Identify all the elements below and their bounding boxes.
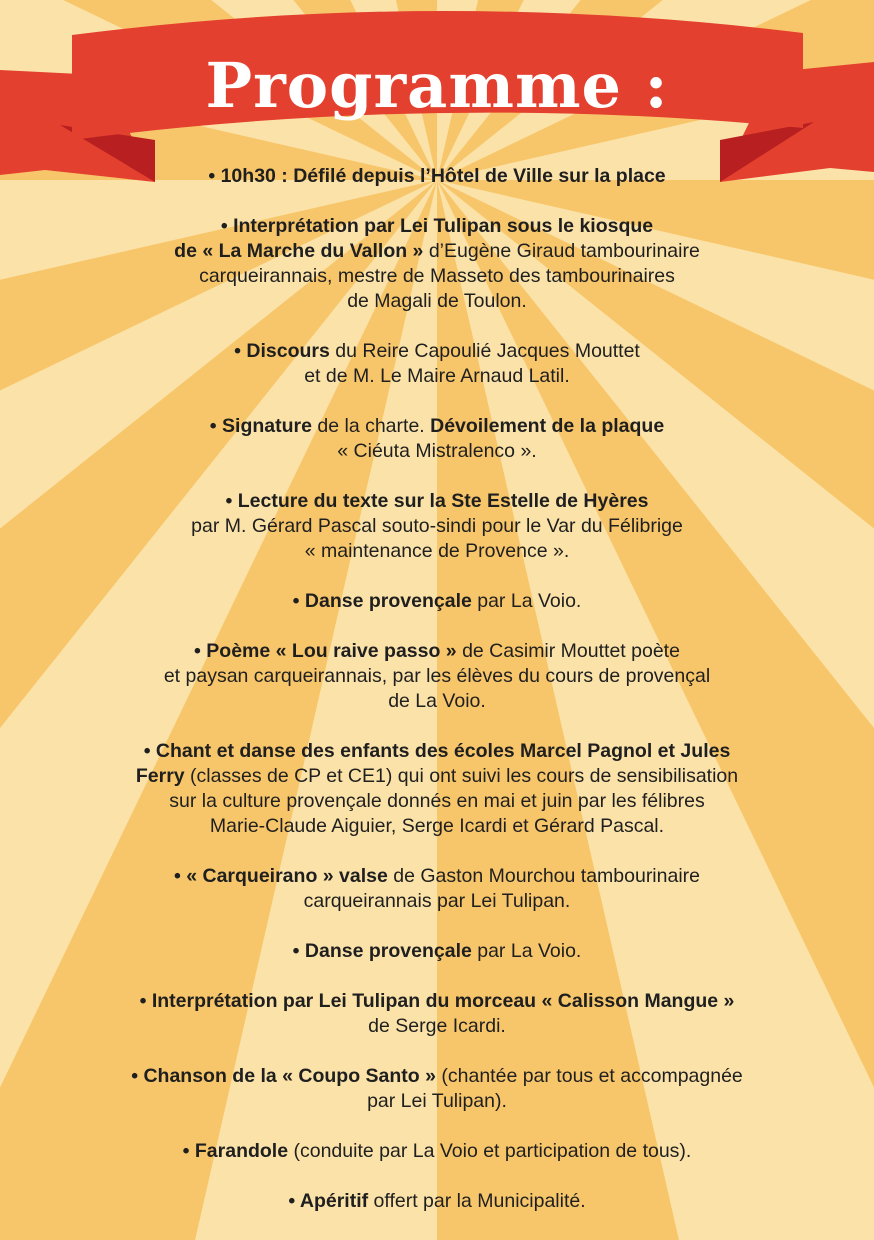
program-item-text: (conduite par La Voio et participation de tous).	[288, 1140, 692, 1162]
program-item-line	[40, 414, 834, 439]
program-item-text: et de M. Le Maire Arnaud Latil.	[304, 365, 570, 387]
program-item-text: « maintenance de Provence ».	[304, 540, 570, 562]
program-item-line	[40, 739, 834, 764]
program-item-highlight: • Danse provençale	[292, 940, 472, 962]
program-item	[40, 989, 834, 1039]
program-item-highlight: • Chant et danse des enfants des écoles Marcel Pagnol et Jules	[143, 740, 731, 762]
program-item	[40, 489, 834, 564]
program-item-text: de Magali de Toulon.	[347, 290, 527, 312]
program-item-line	[40, 939, 834, 964]
program-item-highlight: • Signature	[209, 415, 312, 437]
program-item-line	[40, 864, 834, 889]
program-item	[40, 339, 834, 389]
program-item-line	[40, 264, 834, 289]
program-item-highlight: • Poème « Lou raive passo »	[194, 640, 457, 662]
program-item-line	[40, 639, 834, 664]
program-item-line	[40, 889, 834, 914]
program-item	[40, 739, 834, 839]
program-item	[40, 1064, 834, 1114]
program-item-line	[40, 339, 834, 364]
program-item-line	[40, 364, 834, 389]
program-item	[40, 1139, 834, 1164]
program-item-line	[40, 514, 834, 539]
program-item	[40, 414, 834, 464]
program-item-highlight: • Interprétation par Lei Tulipan du morceau « Calisson Mangue »	[139, 990, 735, 1012]
program-item-line	[40, 664, 834, 689]
program-item	[40, 164, 834, 189]
program-item-text: carqueirannais, mestre de Masseto des tambourinaires	[199, 265, 675, 287]
program-item-line	[40, 289, 834, 314]
program-item-text: de Serge Icardi.	[368, 1015, 506, 1037]
program-item-line	[40, 489, 834, 514]
program-item-line	[40, 989, 834, 1014]
program-item-text: de la charte.	[311, 415, 431, 437]
program-item-text: par M. Gérard Pascal souto-sindi pour le Var du Félibrige	[191, 515, 683, 537]
program-item-highlight: de « La Marche du Vallon »	[174, 240, 424, 262]
program-item-line	[40, 1189, 834, 1214]
program-item-text: (chantée par tous et accompagnée	[435, 1065, 743, 1087]
program-item-highlight: • Danse provençale	[292, 590, 472, 612]
program-item-highlight: • Farandole	[182, 1140, 289, 1162]
program-item-text: « Ciéuta Mistralenco ».	[337, 440, 537, 462]
program-item-highlight: • Discours	[234, 340, 330, 362]
program-item-highlight: • Interprétation par Lei Tulipan sous le kiosque	[220, 215, 654, 237]
program-item-text: par La Voio.	[471, 940, 582, 962]
program-item-text: du Reire Capoulié Jacques Mouttet	[329, 340, 640, 362]
program-item-text: Marie-Claude Aiguier, Serge Icardi et Gérard Pascal.	[209, 815, 665, 837]
program-item	[40, 939, 834, 964]
program-item	[40, 864, 834, 914]
program-list	[40, 164, 834, 1239]
program-item-text: et paysan carqueirannais, par les élèves du cours de provençal	[163, 665, 711, 687]
program-item-text: carqueirannais par Lei Tulipan.	[303, 890, 571, 912]
program-item-text: de Gaston Mourchou tambourinaire	[387, 865, 700, 887]
program-item-text: de Casimir Mouttet poète	[456, 640, 680, 662]
program-item-text: d’Eugène Giraud tambourinaire	[423, 240, 700, 262]
program-item-line	[40, 439, 834, 464]
program-item-line	[40, 539, 834, 564]
program-item-line	[40, 814, 834, 839]
program-item-text: (classes de CP et CE1) qui ont suivi les cours de sensibilisation	[184, 765, 739, 787]
program-item-line	[40, 1014, 834, 1039]
program-item-line	[40, 589, 834, 614]
program-item-highlight: • 10h30 : Défilé depuis l’Hôtel de Ville sur la place	[208, 165, 666, 187]
program-item-text: offert par la Municipalité.	[368, 1190, 586, 1212]
program-item-text: de La Voio.	[388, 690, 486, 712]
program-item-highlight: • « Carqueirano » valse	[173, 865, 388, 887]
program-item-line	[40, 214, 834, 239]
program-item-highlight: Ferry	[135, 765, 185, 787]
program-item-text: par La Voio.	[471, 590, 582, 612]
program-item	[40, 639, 834, 714]
program-item-line	[40, 689, 834, 714]
program-item-highlight: • Lecture du texte sur la Ste Estelle de Hyères	[225, 490, 649, 512]
program-item-line	[40, 164, 834, 189]
program-item-line	[40, 1064, 834, 1089]
program-item	[40, 589, 834, 614]
program-item-line	[40, 1089, 834, 1114]
program-item	[40, 1189, 834, 1214]
program-item-text: par Lei Tulipan).	[367, 1090, 507, 1112]
program-item-line	[40, 789, 834, 814]
program-item-line	[40, 764, 834, 789]
program-item-highlight: • Chanson de la « Coupo Santo »	[131, 1065, 436, 1087]
program-item-line	[40, 1139, 834, 1164]
program-item-highlight: • Apéritif	[288, 1190, 369, 1212]
program-item	[40, 214, 834, 314]
program-item-highlight: Dévoilement de la plaque	[430, 415, 665, 437]
program-item-text: sur la culture provençale donnés en mai et juin par les félibres	[169, 790, 705, 812]
program-item-line	[40, 239, 834, 264]
page-title: Programme :	[205, 49, 669, 122]
